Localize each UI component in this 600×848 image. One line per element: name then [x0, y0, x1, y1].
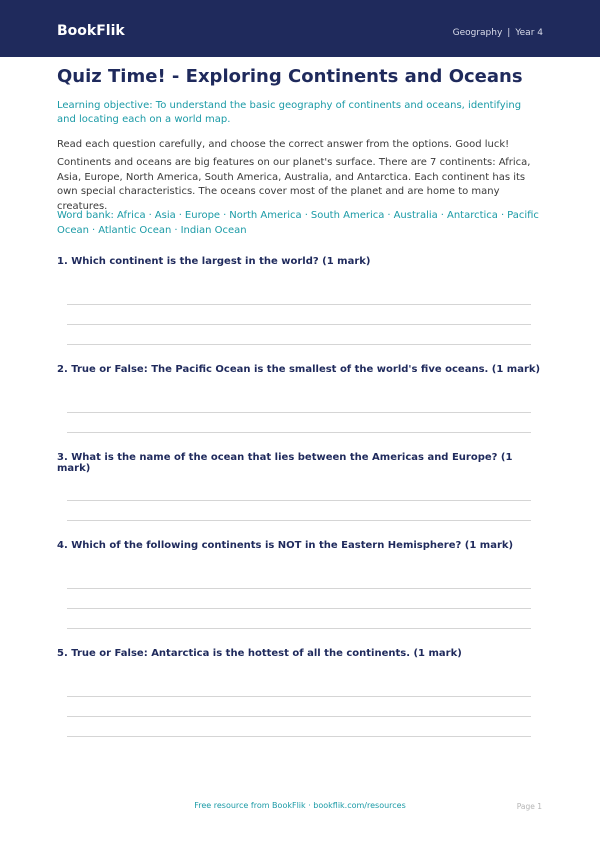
- answer-line[interactable]: [67, 736, 531, 737]
- brand-logo-text: BookFlik: [57, 23, 125, 39]
- question-2: 2. True or False: The Pacific Ocean is the smallest of the world's five oceans. (1 mark): [57, 364, 541, 375]
- answer-line[interactable]: [67, 324, 531, 325]
- answer-line[interactable]: [67, 628, 531, 629]
- word-bank-item: Australia: [393, 210, 438, 221]
- word-bank-item: Asia: [154, 210, 176, 221]
- word-bank-item: South America: [310, 210, 385, 221]
- word-bank-label: Word bank:: [57, 210, 114, 221]
- answer-line[interactable]: [67, 344, 531, 345]
- subject-year: [453, 28, 543, 38]
- word-bank-item: North America: [229, 210, 302, 221]
- question-4: 4. Which of the following continents is NOT in the Eastern Hemisphere? (1 mark): [57, 540, 514, 551]
- year-label: Year 4: [515, 28, 543, 38]
- word-bank-item: Europe: [184, 210, 221, 221]
- answer-line[interactable]: [67, 608, 531, 609]
- page-number: Page 1: [516, 802, 542, 811]
- answer-line[interactable]: [67, 432, 531, 433]
- word-bank: Word bank: Africa · Asia · Europe · North America · South America · Australia · Antarctica · Pacific Ocean · Atlantic Ocean · Indian Ocean: [57, 210, 539, 236]
- page-title: Quiz Time! - Exploring Continents and Oceans: [57, 66, 523, 87]
- answer-line[interactable]: [67, 500, 531, 501]
- learning-objective: Learning objective: To understand the basic geography of continents and oceans, identifying and locating each on a world map.: [57, 100, 522, 125]
- question-5: 5. True or False: Antarctica is the hottest of all the continents. (1 mark): [57, 648, 462, 659]
- word-bank-item: Antarctica: [446, 210, 498, 221]
- word-bank-item: Africa: [117, 210, 146, 221]
- word-bank-item: Pacific Ocean: [57, 210, 539, 236]
- word-bank-item: Indian Ocean: [180, 224, 247, 236]
- answer-line[interactable]: [67, 696, 531, 697]
- word-bank-item: Atlantic Ocean: [98, 224, 172, 236]
- instructions: Read each question carefully, and choose the correct answer from the options. Good luck!: [57, 139, 510, 150]
- answer-line[interactable]: [67, 304, 531, 305]
- subject-label: Geography: [452, 28, 503, 38]
- footer-link[interactable]: Free resource from BookFlik · bookflik.com/resources: [194, 801, 406, 810]
- question-1: 1. Which continent is the largest in the world? (1 mark): [57, 256, 371, 267]
- answer-line[interactable]: [67, 520, 531, 521]
- answer-line[interactable]: [67, 716, 531, 717]
- meta-separator: |: [507, 28, 511, 38]
- page-header: [0, 0, 600, 57]
- question-3: 3. What is the name of the ocean that lies between the Americas and Europe? (1 mark): [57, 452, 513, 474]
- answer-line[interactable]: [67, 412, 531, 413]
- intro-paragraph: Continents and oceans are big features on our planet's surface. There are 7 continents: Africa, Asia, Europe, North America, South America, Australia, and Antarctica. Each continent has its own special characteristics. The oceans cover most of the planet and are home to many creatures.: [57, 157, 531, 212]
- answer-line[interactable]: [67, 588, 531, 589]
